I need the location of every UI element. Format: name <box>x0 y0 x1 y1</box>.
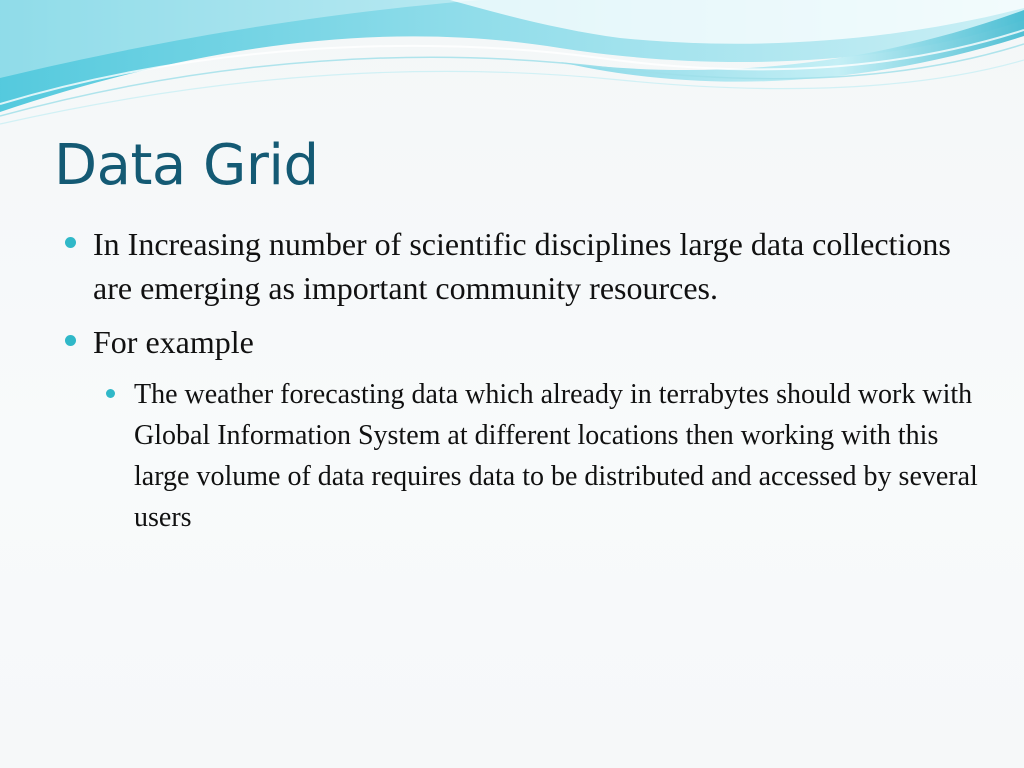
decorative-wave-header <box>0 0 1024 130</box>
bullet-item <box>60 222 980 310</box>
sub-bullet-dot-icon <box>106 389 115 398</box>
slide-body <box>60 222 980 538</box>
sub-bullet-item <box>103 374 980 538</box>
bullet-item <box>60 320 980 364</box>
bullet-text: For example <box>93 324 254 360</box>
bullet-dot-icon <box>65 335 76 346</box>
sub-bullet-text: The weather forecasting data which already in terrabytes should work with Global Information System at different locations then working with this large volume of data requires data to be distributed and accessed by several users <box>134 379 978 533</box>
bullet-dot-icon <box>65 237 76 248</box>
bullet-text: In Increasing number of scientific disciplines large data collections are emerging as important community resources. <box>93 226 951 306</box>
sub-bullet-list <box>103 374 980 538</box>
slide-title: Data Grid <box>54 133 319 198</box>
